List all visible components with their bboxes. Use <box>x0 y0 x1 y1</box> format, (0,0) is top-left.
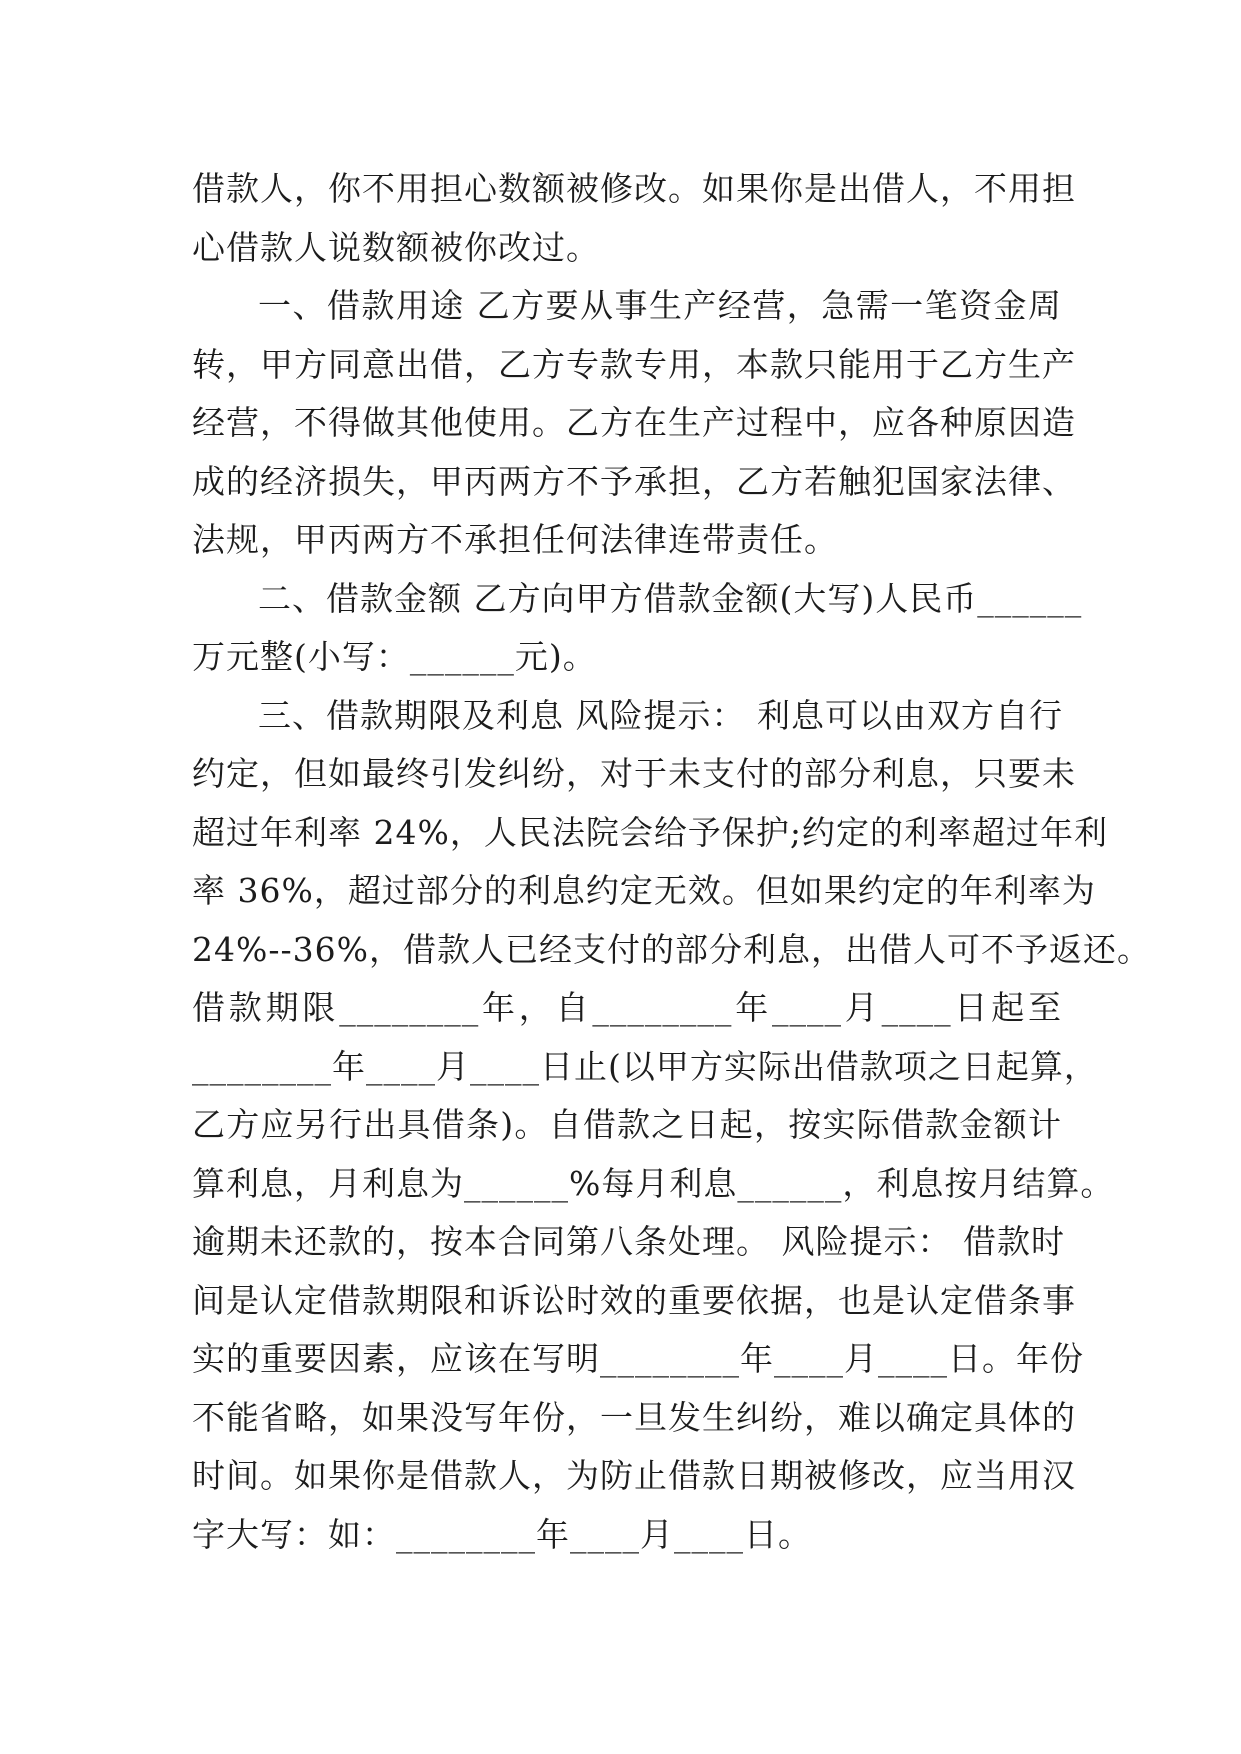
text-line: 法规，甲丙两方不承担任何法律连带责任。 <box>192 520 838 559</box>
text-line: 算利息，月利息为______%每月利息______，利息按月结算。 <box>192 1163 1115 1203</box>
text-line: 时间。如果你是借款人，为防止借款日期被修改，应当用汉 <box>192 1456 1076 1495</box>
text-line: 实的重要因素，应该在写明________年____月____日。年份 <box>192 1339 1084 1378</box>
text-line: 心借款人说数额被你改过。 <box>192 227 600 267</box>
text-line: 经营，不得做其他使用。乙方在生产过程中，应各种原因造 <box>192 403 1076 442</box>
text-line: 超过年利率 24%，人民法院会给予保护;约定的利率超过年利 <box>192 812 1108 852</box>
text-line: 24%--36%，借款人已经支付的部分利息，出借人可不予返还。 <box>192 929 1151 969</box>
text-line: 间是认定借款期限和诉讼时效的重要依据，也是认定借条事 <box>192 1280 1076 1320</box>
text-line: 成的经济损失，甲丙两方不予承担，乙方若触犯国家法律、 <box>192 461 1076 501</box>
text-line: 乙方应另行出具借条)。自借款之日起，按实际借款金额计 <box>192 1105 1062 1144</box>
text-line: 率 36%，超过部分的利息约定无效。但如果约定的年利率为 <box>192 871 1096 910</box>
text-line: 字大写：如：________年____月____日。 <box>192 1514 812 1554</box>
section-2-heading-line: 二、借款金额 乙方向甲方借款金额(大写)人民币______ <box>258 578 1083 618</box>
text-line: 转，甲方同意出借，乙方专款专用，本款只能用于乙方生产 <box>192 344 1076 384</box>
section-3-heading-line: 三、借款期限及利息 风险提示： 利息可以由双方自行 <box>258 695 1063 735</box>
text-line: 约定，但如最终引发纠纷，对于未支付的部分利息，只要未 <box>192 754 1076 793</box>
section-1-heading-line: 一、借款用途 乙方要从事生产经营，急需一笔资金周 <box>258 286 1062 325</box>
document-body <box>192 160 1151 1564</box>
text-line: 不能省略，如果没写年份，一旦发生纠纷，难以确定具体的 <box>192 1397 1076 1437</box>
text-line: 逾期未还款的，按本合同第八条处理。 风险提示： 借款时 <box>192 1222 1065 1261</box>
text-line: 借款期限________年，自________年____月____日起至 <box>192 988 1062 1027</box>
text-line: 万元整(小写：______元)。 <box>192 637 597 676</box>
text-line: ________年____月____日止(以甲方实际出借款项之日起算， <box>192 1046 1098 1086</box>
text-line: 借款人，你不用担心数额被修改。如果你是出借人，不用担 <box>192 169 1076 208</box>
